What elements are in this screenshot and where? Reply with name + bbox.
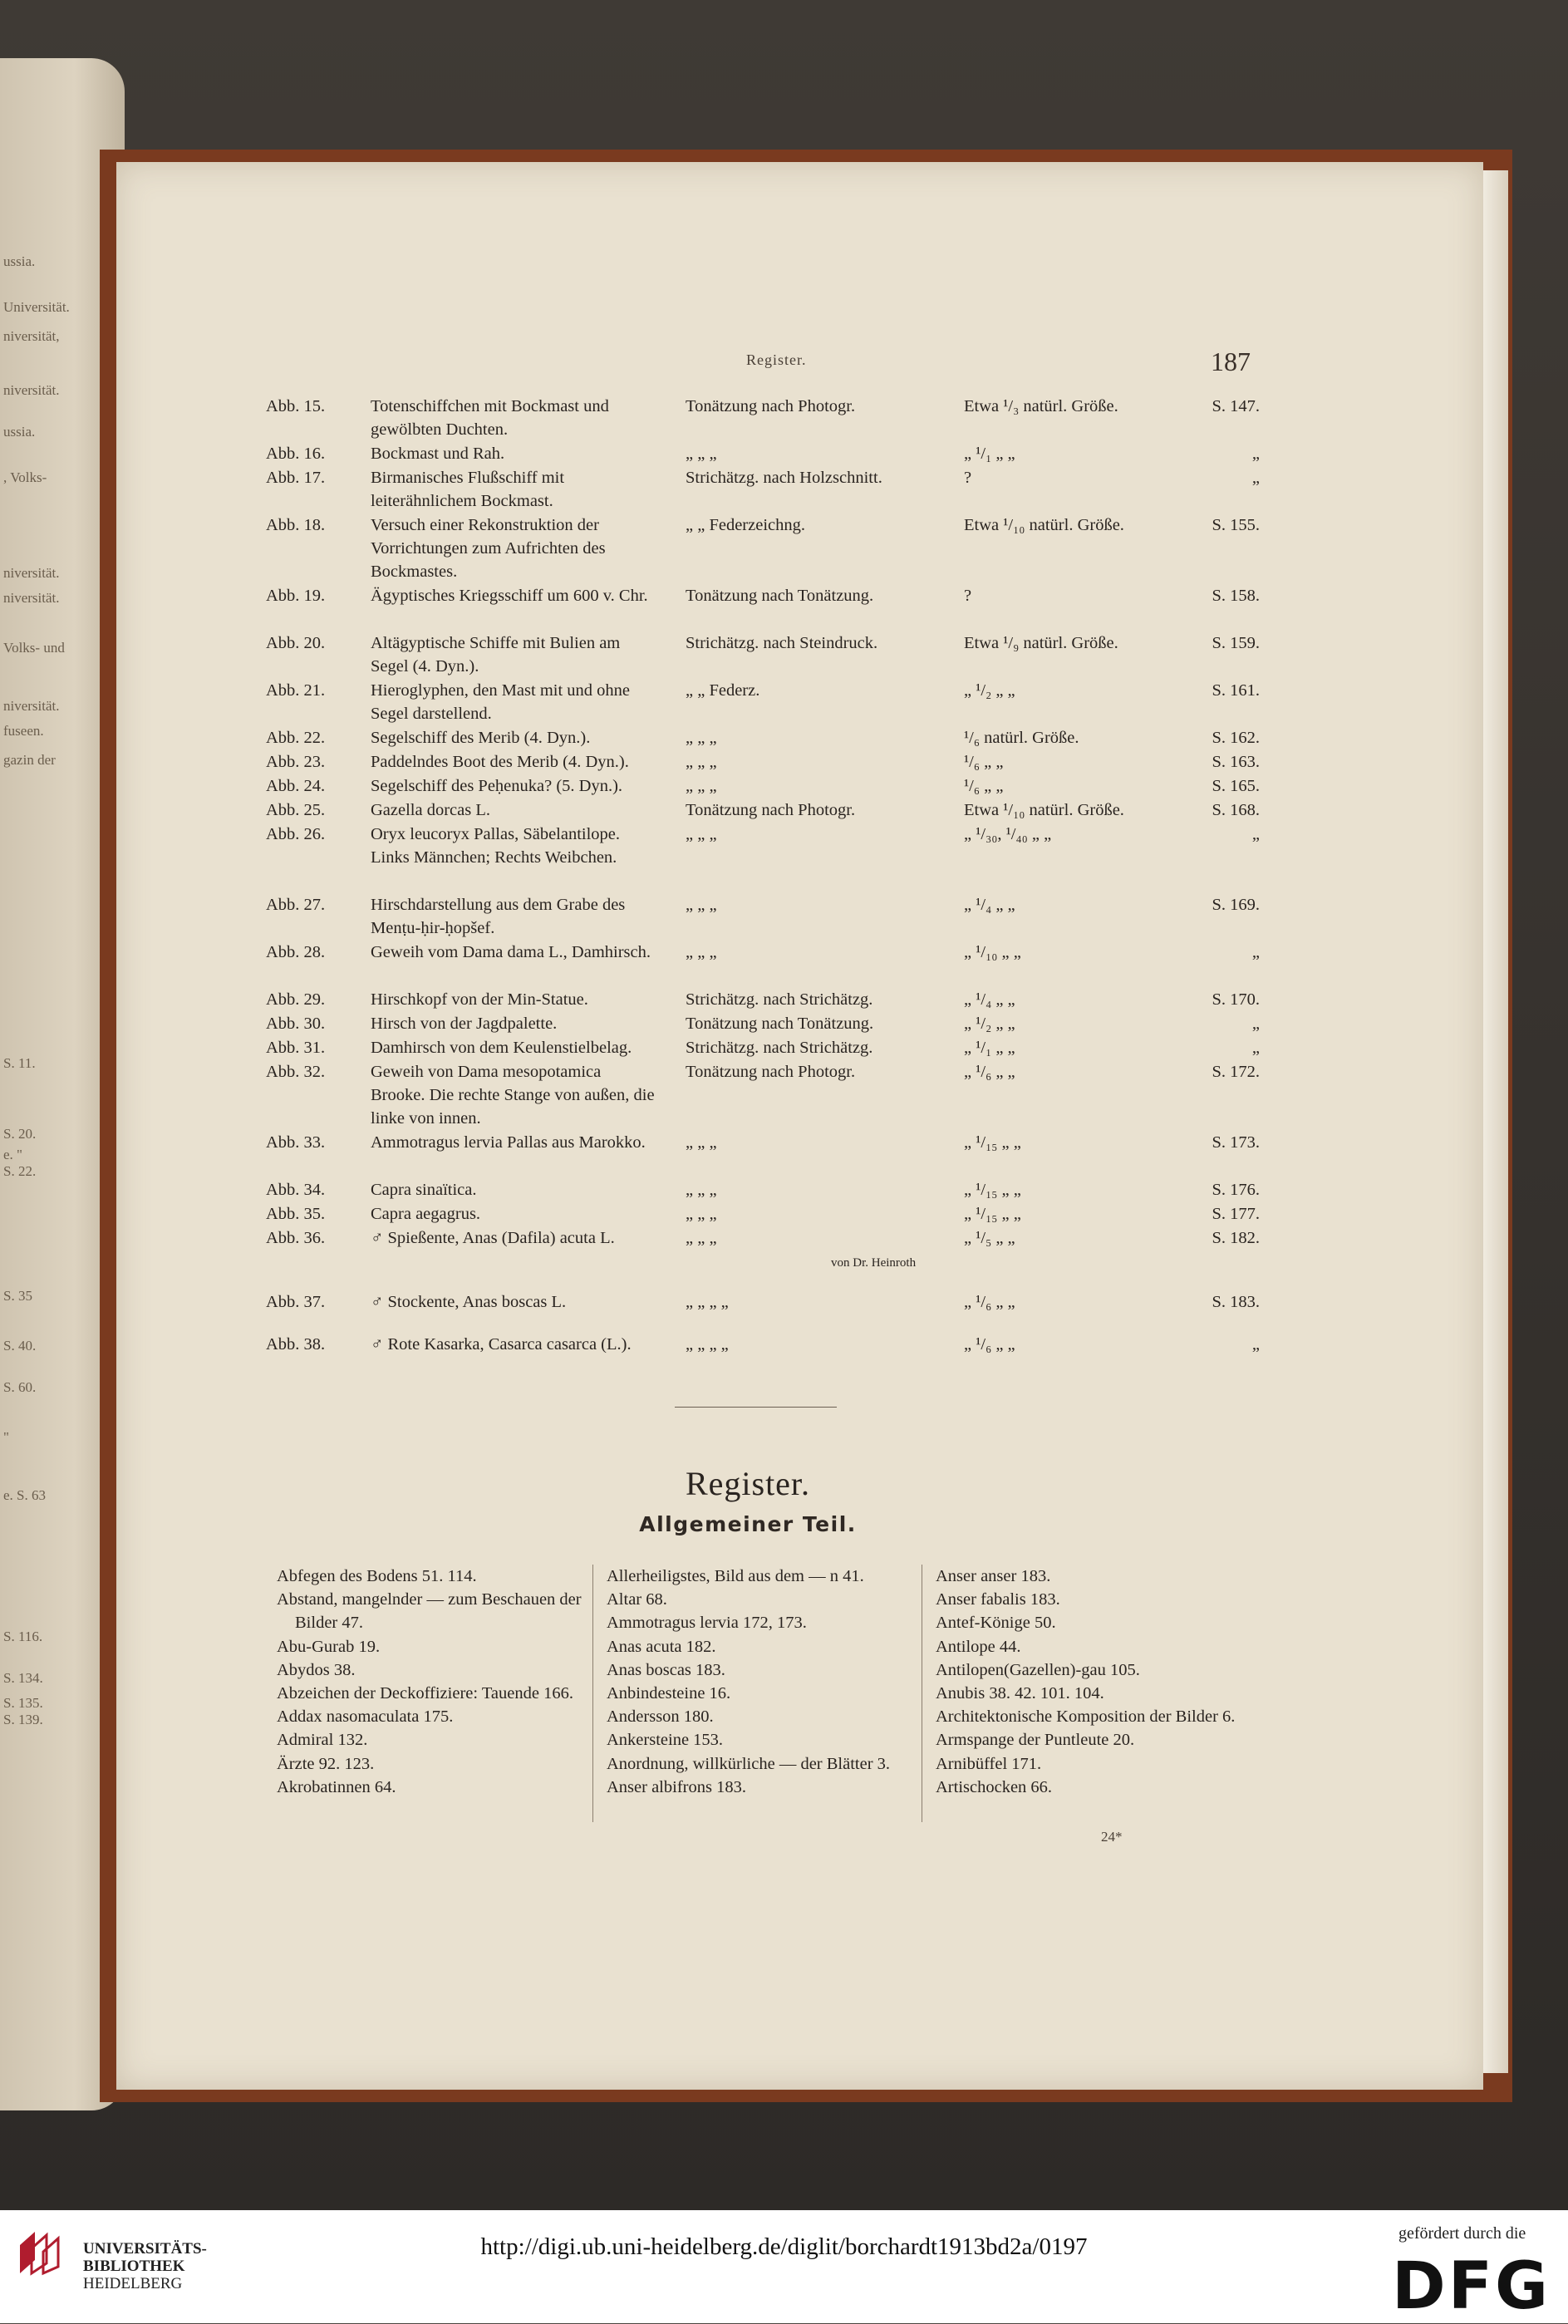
funding-caption: gefördert durch die — [1398, 2224, 1526, 2243]
source-page: S. 170. — [1212, 990, 1260, 1009]
figure-description: Ammotragus lervia Pallas aus Marokko. — [371, 1133, 646, 1152]
left-page-text: S. 139. — [3, 1712, 43, 1727]
reproduction-technique: „ „ „ — [686, 1205, 717, 1223]
source-page: S. 169. — [1212, 896, 1260, 914]
figure-description: Segelschiff des Peḥenuka? (5. Dyn.). — [371, 777, 623, 795]
index-entry: Allerheiligstes, Bild aus dem — n 41. — [607, 1567, 864, 1585]
library-name-line3: HEIDELBERG — [83, 2275, 183, 2292]
left-page-text: S. 11. — [3, 1055, 36, 1071]
left-page-text: ussia. — [3, 253, 36, 269]
section-divider — [675, 1407, 837, 1408]
left-page-text: ussia. — [3, 424, 36, 440]
figure-description: Oryx leucoryx Pallas, Säbelantilope. Links Männchen; Rechts Weibchen. — [371, 825, 621, 867]
figure-number: Abb. 18. — [266, 516, 326, 534]
figure-scale: Etwa ¹/₁₀ natürl. Größe. — [964, 516, 1124, 534]
figure-description: Capra aegagrus. — [371, 1205, 481, 1223]
reproduction-technique: „ „ „ — [686, 1229, 717, 1247]
figure-scale: „ ¹/₁₀ „ „ — [964, 943, 1021, 961]
figure-number: Abb. 16. — [266, 445, 326, 463]
figure-number: Abb. 15. — [266, 397, 326, 415]
left-page-text: S. 60. — [3, 1379, 37, 1395]
source-page: S. 158. — [1212, 587, 1260, 605]
index-entry: Architektonische Komposition der Bilder 6. — [936, 1707, 1236, 1727]
register-column-2 — [592, 1565, 919, 1822]
source-page: „ — [1251, 1335, 1260, 1354]
left-page-text: e. S. 63 — [3, 1487, 46, 1503]
index-entry: Addax nasomaculata 175. — [277, 1707, 454, 1727]
figure-scale: Etwa ¹/₃ natürl. Größe. — [964, 397, 1118, 415]
reproduction-technique: Strichätzg. nach Holzschnitt. — [686, 469, 882, 487]
index-entry: Anubis 38. 42. 101. 104. — [936, 1684, 1104, 1703]
left-page-text: e. " — [3, 1147, 22, 1162]
figure-scale: „ ¹/₁₅ „ „ — [964, 1205, 1021, 1223]
index-entry: Admiral 132. — [277, 1731, 368, 1750]
figure-description: Bockmast und Rah. — [371, 445, 505, 463]
reproduction-technique: „ „ „ — [686, 943, 717, 961]
reproduction-technique: „ „ „ — [686, 825, 717, 843]
figure-scale: „ ¹/₆ „ „ — [964, 1335, 1015, 1354]
left-page-text: " — [3, 1429, 9, 1445]
left-page-text: Universität. — [3, 299, 70, 315]
source-page: „ — [1251, 943, 1260, 961]
page-edge — [1483, 170, 1508, 2073]
figure-description: Totenschiffchen mit Bockmast und gewölbten Duchten. — [371, 397, 609, 439]
figure-number: Abb. 25. — [266, 801, 326, 819]
left-page-text: S. 35 — [3, 1288, 32, 1304]
figure-scale: „ ¹/₄ „ „ — [964, 990, 1015, 1009]
index-entry: Akrobatinnen 64. — [277, 1777, 396, 1796]
left-page-text: niversität, — [3, 328, 60, 344]
figure-description: Capra sinaïtica. — [371, 1181, 477, 1199]
source-page: „ — [1251, 1015, 1260, 1033]
reproduction-technique: „ „ „ — [686, 753, 717, 771]
index-entry: Artischocken 66. — [936, 1777, 1053, 1796]
source-page: „ — [1251, 1039, 1260, 1057]
index-entry: Ammotragus lervia 172, 173. — [607, 1614, 807, 1633]
figure-description: Altägyptische Schiffe mit Bulien am Segel (4. Dyn.). — [371, 634, 621, 676]
figure-scale: „ ¹/₅ „ „ — [964, 1229, 1015, 1247]
figure-scale: ? — [964, 587, 972, 605]
source-page: S. 159. — [1212, 634, 1260, 652]
reproduction-technique: Strichätzg. nach Strichätzg. — [686, 990, 873, 1009]
source-page: S. 176. — [1212, 1181, 1260, 1199]
source-page: S. 165. — [1212, 777, 1260, 795]
index-entry: Ankersteine 153. — [607, 1731, 724, 1750]
register-title: Register. — [685, 1465, 811, 1502]
reproduction-technique: „ „ Federz. — [686, 681, 760, 700]
figure-scale: ¹/₆ natürl. Größe. — [964, 729, 1079, 747]
page-number: 187 — [1211, 346, 1251, 376]
figure-description: ♂ Stockente, Anas boscas L. — [371, 1293, 567, 1311]
figure-number: Abb. 34. — [266, 1181, 326, 1199]
figure-number: Abb. 19. — [266, 587, 326, 605]
index-entry: Abfegen des Bodens 51. 114. — [277, 1567, 477, 1585]
source-page: S. 161. — [1212, 681, 1260, 700]
source-page: „ — [1251, 825, 1260, 843]
figure-scale: „ ¹/₁₅ „ „ — [964, 1133, 1021, 1152]
figure-description: Geweih vom Dama dama L., Damhirsch. — [371, 943, 651, 961]
figure-number: Abb. 24. — [266, 777, 326, 795]
figure-description: Hieroglyphen, den Mast mit und ohne Segel darstellend. — [371, 681, 631, 723]
left-page-text: niversität. — [3, 565, 60, 581]
figure-description: ♂ Spießente, Anas (Dafila) acuta L. — [371, 1229, 615, 1247]
figure-scale: ¹/₆ „ „ — [964, 753, 1004, 771]
index-entry: Abydos 38. — [277, 1660, 356, 1679]
index-entry: Antilopen(Gazellen)-gau 105. — [936, 1660, 1140, 1679]
figure-number: Abb. 28. — [266, 943, 326, 961]
figure-description: Gazella dorcas L. — [371, 801, 490, 819]
reproduction-technique: „ „ „ — [686, 1181, 717, 1199]
figure-description: Damhirsch von dem Keulenstielbelag. — [371, 1039, 632, 1057]
index-entry: Anbindesteine 16. — [607, 1684, 731, 1703]
figure-number: Abb. 30. — [266, 1015, 326, 1033]
index-entry: Abzeichen der Deckoffiziere: Tauende 166. — [277, 1684, 573, 1703]
index-entry: Antilope 44. — [936, 1637, 1021, 1656]
figure-number: Abb. 17. — [266, 469, 326, 487]
index-entry: Anordnung, willkürliche — der Blätter 3. — [607, 1754, 891, 1773]
figure-scale: Etwa ¹/₁₀ natürl. Größe. — [964, 801, 1124, 819]
left-page-text: S. 135. — [3, 1695, 43, 1711]
source-page: S. 173. — [1212, 1133, 1260, 1152]
figure-number: Abb. 36. — [266, 1229, 326, 1247]
figure-description: Geweih von Dama mesopotamica Brooke. Die rechte Stange von außen, die linke von innen. — [371, 1063, 655, 1128]
reproduction-technique: Strichätzg. nach Steindruck. — [686, 634, 878, 652]
figure-number: Abb. 32. — [266, 1063, 326, 1081]
reproduction-technique: „ „ Federzeichng. — [686, 516, 805, 534]
reproduction-technique: Tonätzung nach Photogr. — [686, 801, 856, 819]
index-entry: Anas boscas 183. — [607, 1660, 725, 1679]
source-page: „ — [1251, 445, 1260, 463]
left-page-text: fuseen. — [3, 723, 44, 739]
figure-number: Abb. 27. — [266, 896, 326, 914]
reproduction-technique: Tonätzung nach Tonätzung. — [686, 1015, 874, 1033]
source-page: S. 172. — [1212, 1063, 1260, 1081]
index-entry: Anser fabalis 183. — [936, 1590, 1060, 1609]
library-name-line2: BIBLIOTHEK — [83, 2258, 185, 2275]
index-entry: Ärzte 92. 123. — [277, 1754, 375, 1773]
source-page: S. 155. — [1212, 516, 1260, 534]
register-column-1 — [277, 1565, 592, 1799]
source-page: S. 183. — [1212, 1293, 1260, 1311]
figure-number: Abb. 35. — [266, 1205, 326, 1223]
source-page: S. 182. — [1212, 1229, 1260, 1247]
reproduction-technique: „ „ „ — [686, 1133, 717, 1152]
figure-number: Abb. 26. — [266, 825, 326, 843]
footer-bar — [0, 2210, 1568, 2323]
left-page-text: niversität. — [3, 382, 60, 398]
left-page-text: niversität. — [3, 698, 60, 714]
figure-scale: „ ¹/₃₀, ¹/₄₀ „ „ — [964, 825, 1052, 843]
figure-number: Abb. 31. — [266, 1039, 326, 1057]
dfg-logo: DFG — [1392, 2249, 1551, 2324]
figure-description: Segelschiff des Merib (4. Dyn.). — [371, 729, 591, 747]
left-page-text: S. 134. — [3, 1670, 43, 1686]
figure-number: Abb. 33. — [266, 1133, 326, 1152]
index-entry: Altar 68. — [607, 1590, 667, 1609]
reproduction-technique: Tonätzung nach Photogr. — [686, 1063, 856, 1081]
figure-description: Versuch einer Rekonstruktion der Vorrichtungen zum Aufrichten des Bockmastes. — [371, 516, 606, 581]
figure-scale: „ ¹/₆ „ „ — [964, 1293, 1015, 1311]
figure-scale: Etwa ¹/₉ natürl. Größe. — [964, 634, 1118, 652]
source-page: S. 162. — [1212, 729, 1260, 747]
figure-description: Ägyptisches Kriegsschiff um 600 v. Chr. — [371, 587, 648, 605]
figure-scale: ¹/₆ „ „ — [964, 777, 1004, 795]
figure-scale: „ ¹/₆ „ „ — [964, 1063, 1015, 1081]
reproduction-technique: „ „ „ — [686, 896, 717, 914]
source-page: S. 168. — [1212, 801, 1260, 819]
left-page-text: S. 22. — [3, 1163, 37, 1179]
index-entry: Arnibüffel 171. — [936, 1754, 1042, 1773]
figure-number: Abb. 22. — [266, 729, 326, 747]
left-page-text: S. 20. — [3, 1126, 37, 1142]
figure-number: Abb. 38. — [266, 1335, 326, 1354]
source-page: S. 147. — [1212, 397, 1260, 415]
figure-number: Abb. 23. — [266, 753, 326, 771]
figure-scale: „ ¹/₁₅ „ „ — [964, 1181, 1021, 1199]
index-entry: Abstand, mangelnder — zum Beschauen der Bilder 47. — [277, 1590, 582, 1633]
reproduction-technique: „ „ „ — [686, 445, 717, 463]
figure-number: Abb. 37. — [266, 1293, 326, 1311]
left-page-text: Volks- und — [3, 640, 65, 656]
figure-description: Paddelndes Boot des Merib (4. Dyn.). — [371, 753, 629, 771]
left-page-text: gazin der — [3, 752, 56, 768]
reproduction-technique: „ „ „ — [686, 777, 717, 795]
reproduction-technique: Tonätzung nach Tonätzung. — [686, 587, 874, 605]
index-entry: Antef-Könige 50. — [936, 1614, 1056, 1633]
left-page-text: S. 116. — [3, 1629, 43, 1644]
left-page-text: S. 40. — [3, 1338, 37, 1354]
permalink-url[interactable]: http://digi.ub.uni-heidelberg.de/diglit/borchardt1913bd2a/0197 — [480, 2233, 1088, 2260]
signature-mark: 24* — [1101, 1829, 1123, 1845]
left-page-text: , Volks- — [3, 469, 47, 485]
index-entry: Anas acuta 182. — [607, 1637, 716, 1656]
reproduction-technique: Strichätzg. nach Strichätzg. — [686, 1039, 873, 1057]
index-entry: Armspange der Puntleute 20. — [936, 1731, 1135, 1750]
index-entry: Abu-Gurab 19. — [277, 1637, 381, 1656]
running-head: Register. — [746, 351, 807, 368]
figure-scale: „ ¹/₁ „ „ — [964, 445, 1015, 463]
index-entry: Anser anser 183. — [936, 1567, 1051, 1585]
figure-description: Hirschdarstellung aus dem Grabe des Menṭu-ḥir-ḥopšef. — [371, 896, 626, 937]
reproduction-technique: „ „ „ „ — [686, 1293, 729, 1311]
index-entry: Anser albifrons 183. — [607, 1777, 746, 1796]
figure-description: Hirschkopf von der Min-Statue. — [371, 990, 588, 1009]
library-name-line1: UNIVERSITÄTS- — [83, 2240, 207, 2258]
credit-note: von Dr. Heinroth — [831, 1256, 917, 1270]
figure-scale: „ ¹/₂ „ „ — [964, 1015, 1015, 1033]
register-column-3 — [922, 1565, 1248, 1822]
figure-description: Hirsch von der Jagdpalette. — [371, 1015, 558, 1033]
register-subtitle: Allgemeiner Teil. — [639, 1512, 857, 1536]
left-page-text: niversität. — [3, 590, 60, 606]
figure-scale: „ ¹/₁ „ „ — [964, 1039, 1015, 1057]
source-page: „ — [1251, 469, 1260, 487]
reproduction-technique: „ „ „ — [686, 729, 717, 747]
figure-scale: „ ¹/₄ „ „ — [964, 896, 1015, 914]
figure-number: Abb. 21. — [266, 681, 326, 700]
figure-number: Abb. 20. — [266, 634, 326, 652]
figure-scale: ? — [964, 469, 972, 487]
figure-scale: „ ¹/₂ „ „ — [964, 681, 1015, 700]
source-page: S. 177. — [1212, 1205, 1260, 1223]
figure-description: Birmanisches Flußschiff mit leiterähnlichem Bockmast. — [371, 469, 565, 510]
figure-description: ♂ Rote Kasarka, Casarca casarca (L.). — [371, 1335, 632, 1354]
figure-number: Abb. 29. — [266, 990, 326, 1009]
reproduction-technique: „ „ „ „ — [686, 1335, 729, 1354]
reproduction-technique: Tonätzung nach Photogr. — [686, 397, 856, 415]
source-page: S. 163. — [1212, 753, 1260, 771]
index-entry: Andersson 180. — [607, 1707, 714, 1727]
